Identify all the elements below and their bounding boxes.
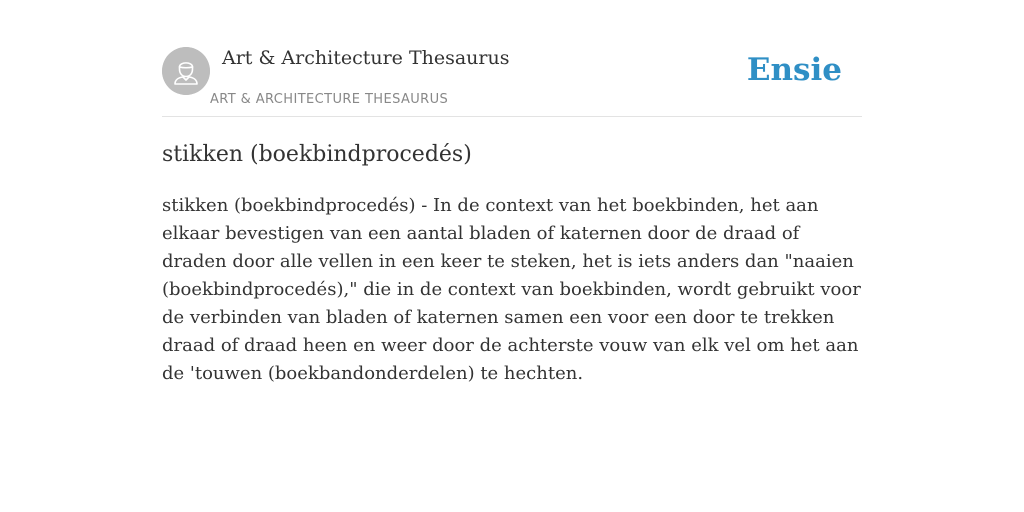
ensie-logo-link[interactable]: Ensie <box>746 52 842 88</box>
article-body: stikken (boekbindprocedés) - In de context van het boekbinden, het aan elkaar bevestigen van een aantal bladen of katernen door de draad of draden door alle vellen in een keer te steken, het is iets anders dan "naaien (boekbindprocedés)," die in de context van boekbinden, wordt gebruikt voor de verbinden van bladen of katernen samen een voor een door te trekken draad of draad heen en weer door de achterste vouw van elk vel om het aan de 'touwen (boekbandonderdelen) te hechten. <box>162 195 861 384</box>
author-name-link[interactable]: Art & Architecture Thesaurus <box>222 47 510 69</box>
article-title: stikken (boekbindprocedés) <box>162 142 472 167</box>
author-header <box>162 46 862 117</box>
source-label: ART & ARCHITECTURE THESAURUS <box>210 92 449 107</box>
user-avatar-icon[interactable] <box>162 47 210 95</box>
